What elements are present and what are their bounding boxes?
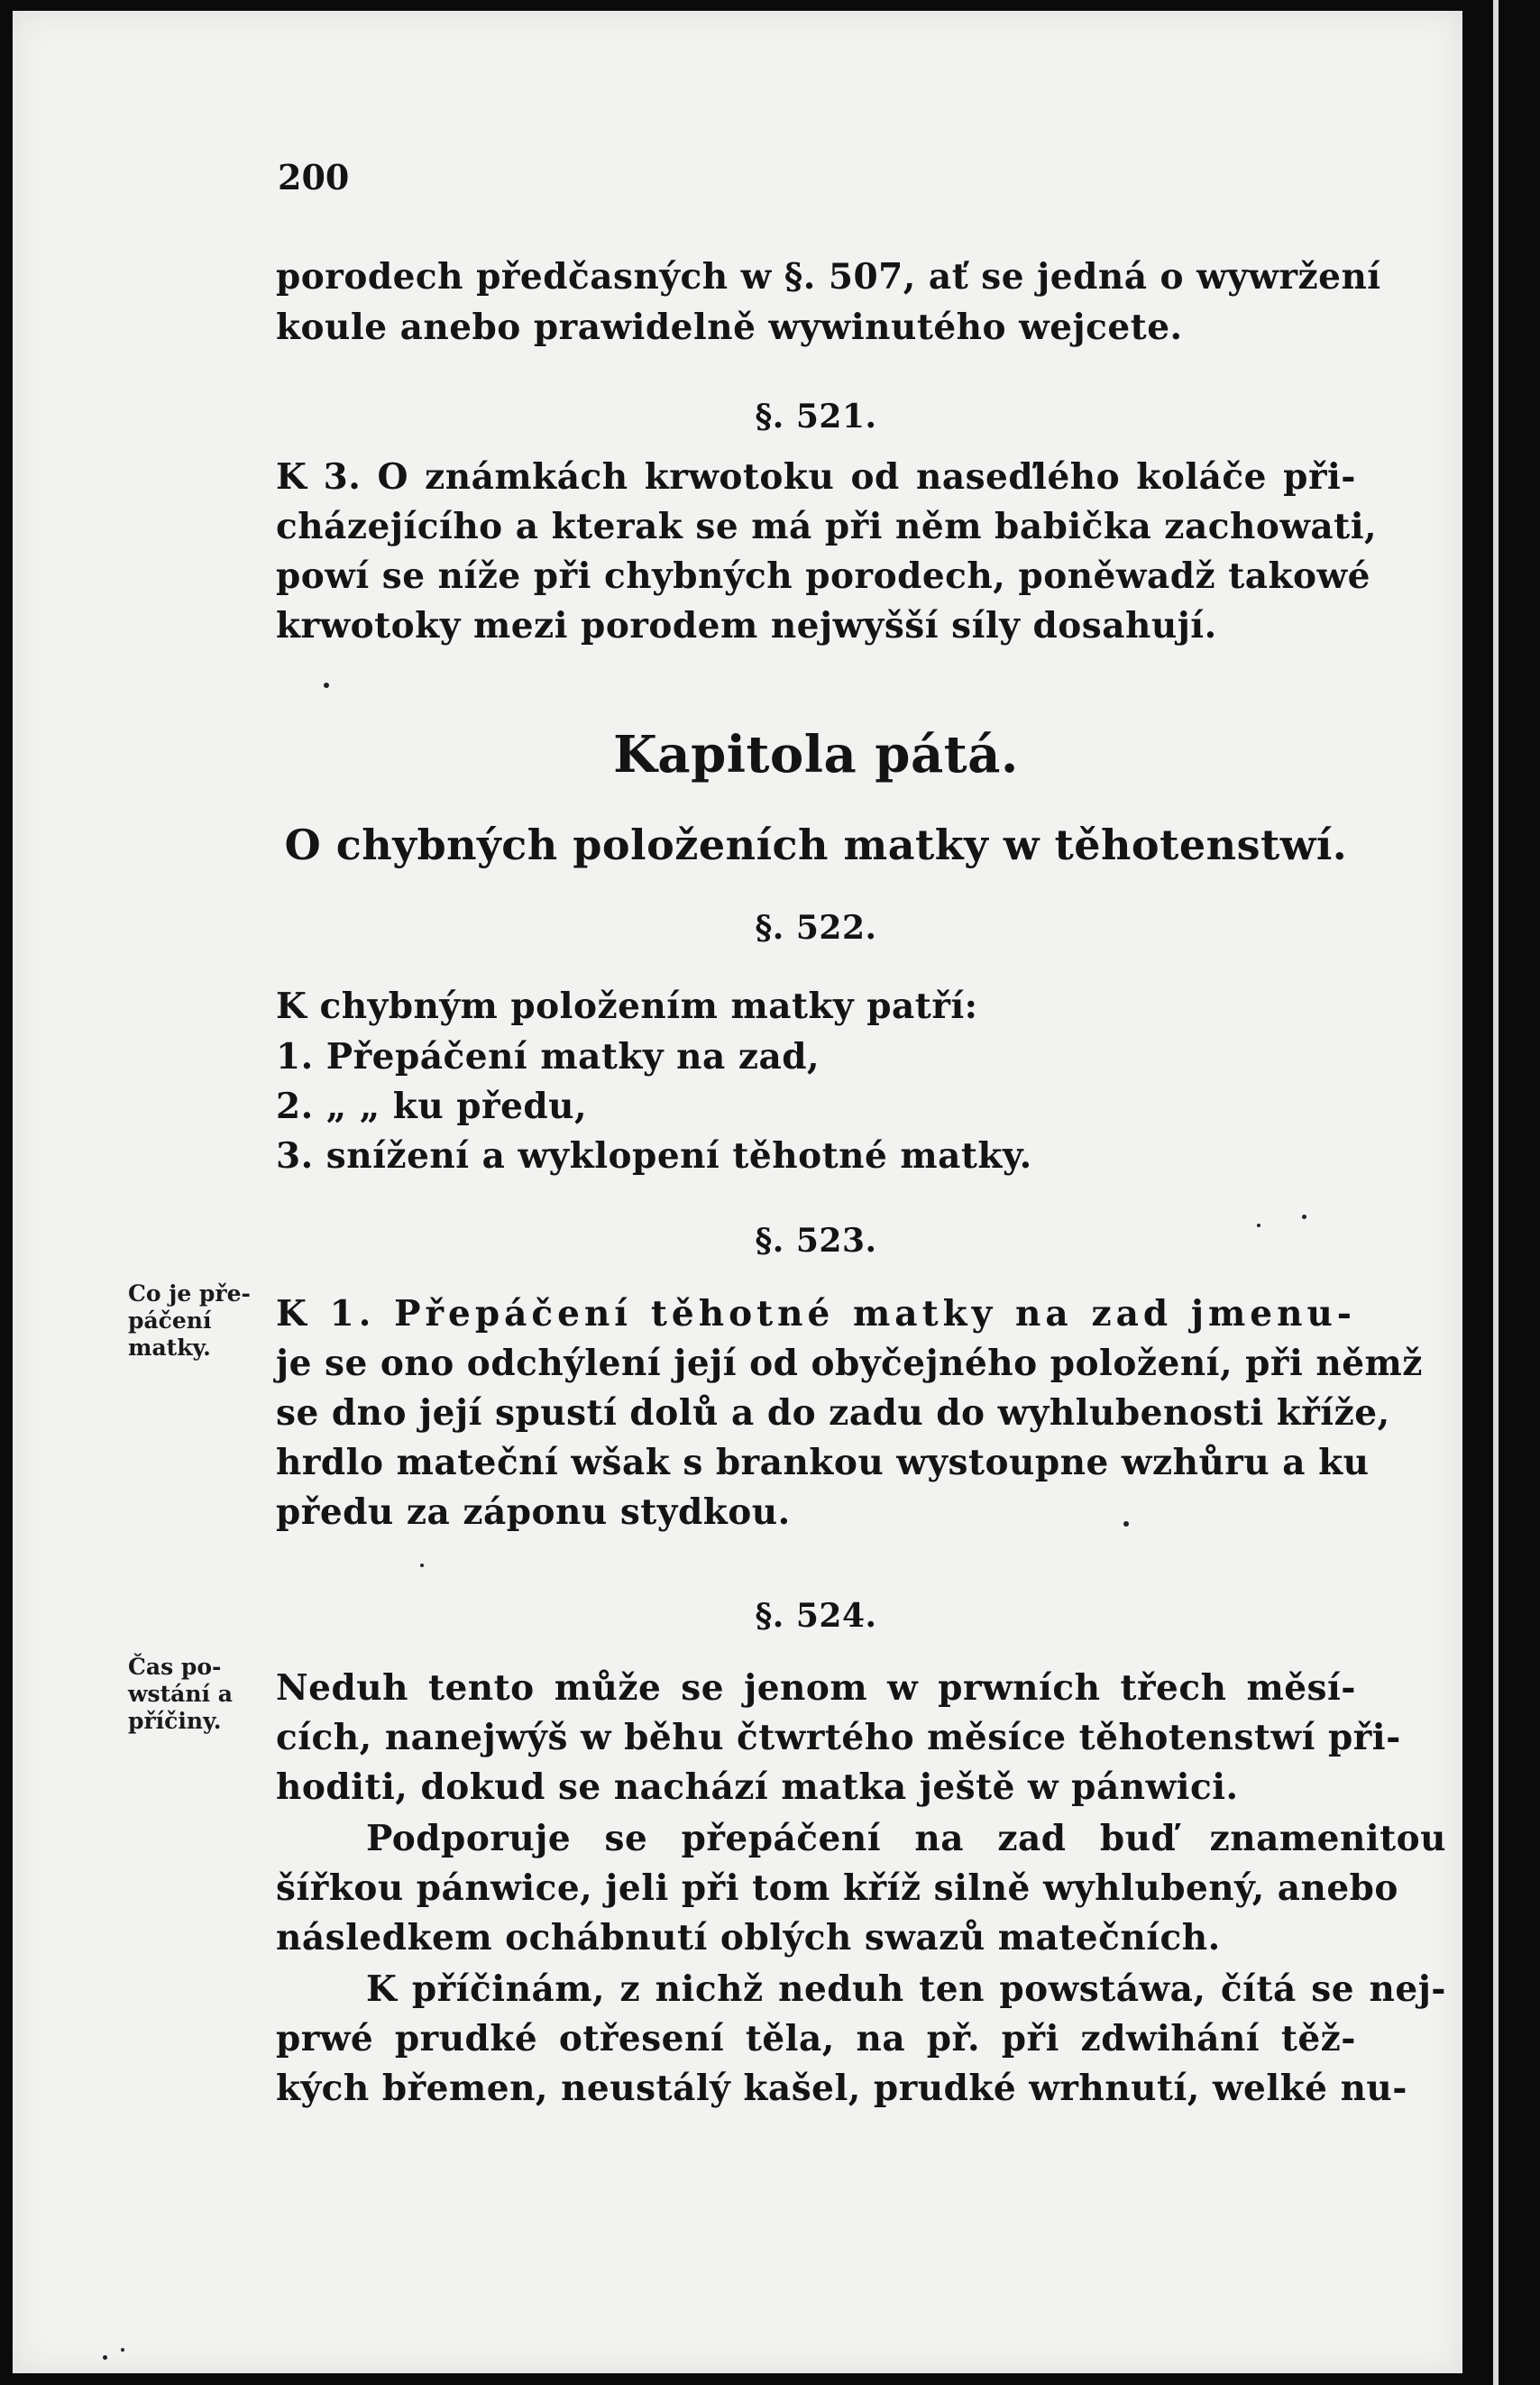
text-line: předu za záponu stydkou. <box>276 1491 791 1533</box>
section-number: §. 523. <box>755 1222 877 1260</box>
text-line: se dno její spustí dolů a do zadu do wyhlubenosti kříže, <box>276 1392 1390 1434</box>
print-speck <box>420 1564 424 1567</box>
chapter-subtitle: O chybných položeních matky w těhotenstwí. <box>284 821 1348 869</box>
text-line: šířkou pánwice, jeli při tom kříž silně wyhlubený, anebo <box>276 1867 1398 1909</box>
print-speck <box>121 2348 124 2352</box>
print-speck <box>1123 1521 1129 1527</box>
print-speck <box>103 2355 107 2360</box>
text-line: 2. „ „ ku předu, <box>276 1086 588 1127</box>
text-line: K chybným položením matky patří: <box>276 986 978 1027</box>
section-number: §. 524. <box>755 1597 877 1635</box>
section-number: §. 521. <box>755 398 877 436</box>
text-line: krwotoky mezi porodem nejwyšší síly dosahují. <box>276 605 1217 647</box>
margin-note-line: matky. <box>128 1335 211 1361</box>
page-number: 200 <box>278 157 350 197</box>
text-line: Podporuje se přepáčení na zad buď znamenitou <box>366 1818 1446 1859</box>
margin-note <box>128 1280 281 1362</box>
text-line: hoditi, dokud se nachází matka ještě w pánwici. <box>276 1766 1239 1808</box>
text-line: cházejícího a kterak se má při něm babička zachowati, <box>276 506 1378 547</box>
print-speck <box>1302 1215 1306 1219</box>
margin-note-line: páčení <box>128 1307 212 1334</box>
margin-note-line: Čas po- <box>128 1654 222 1680</box>
text-line: K 1. Přepáčení těhotné matky na zad jmenu- <box>276 1293 1356 1335</box>
next-page-edge <box>1468 0 1540 2385</box>
text-line: K příčinám, z nichž neduh ten powstáwa, čítá se nej- <box>366 1968 1446 2010</box>
text-line: porodech předčasných w §. 507, ať se jedná o wywržení <box>276 256 1381 298</box>
text-line: Neduh tento může se jenom w prwních třech měsí- <box>276 1667 1356 1709</box>
text-line: koule anebo prawidelně wywinutého wejcete. <box>276 307 1183 348</box>
print-speck <box>1257 1224 1260 1227</box>
book-page <box>13 11 1462 2373</box>
text-line: 3. snížení a wyklopení těhotné matky. <box>276 1135 1032 1177</box>
text-line: následkem ochábnutí oblých swazů matečních. <box>276 1917 1221 1958</box>
margin-note <box>128 1654 281 1735</box>
margin-note-line: wstání a <box>128 1681 233 1707</box>
page-edge-line <box>1493 0 1499 2385</box>
text-line: kých břemen, neustálý kašel, prudké wrhnutí, welké nu- <box>276 2068 1407 2109</box>
text-line: 1. Přepáčení matky na zad, <box>276 1036 820 1078</box>
margin-note-line: příčiny. <box>128 1708 222 1734</box>
margin-note-line: Co je pře- <box>128 1280 251 1307</box>
print-speck <box>324 683 329 688</box>
text-line: powí se níže při chybných porodech, poněwadž takowé <box>276 555 1370 597</box>
chapter-heading: Kapitola pátá. <box>613 725 1019 784</box>
text-line: K 3. O známkách krwotoku od naseďlého koláče při- <box>276 456 1356 498</box>
section-number: §. 522. <box>755 909 877 947</box>
text-line: cích, nanejwýš w běhu čtwrtého měsíce těhotenstwí při- <box>276 1717 1401 1758</box>
text-line: prwé prudké otřesení těla, na př. při zdwihání těž- <box>276 2018 1356 2059</box>
text-line: je se ono odchýlení její od obyčejného položení, při němž <box>276 1343 1423 1384</box>
page-content <box>13 11 1462 2373</box>
text-line: hrdlo mateční wšak s brankou wystoupne wzhůru a ku <box>276 1442 1370 1483</box>
